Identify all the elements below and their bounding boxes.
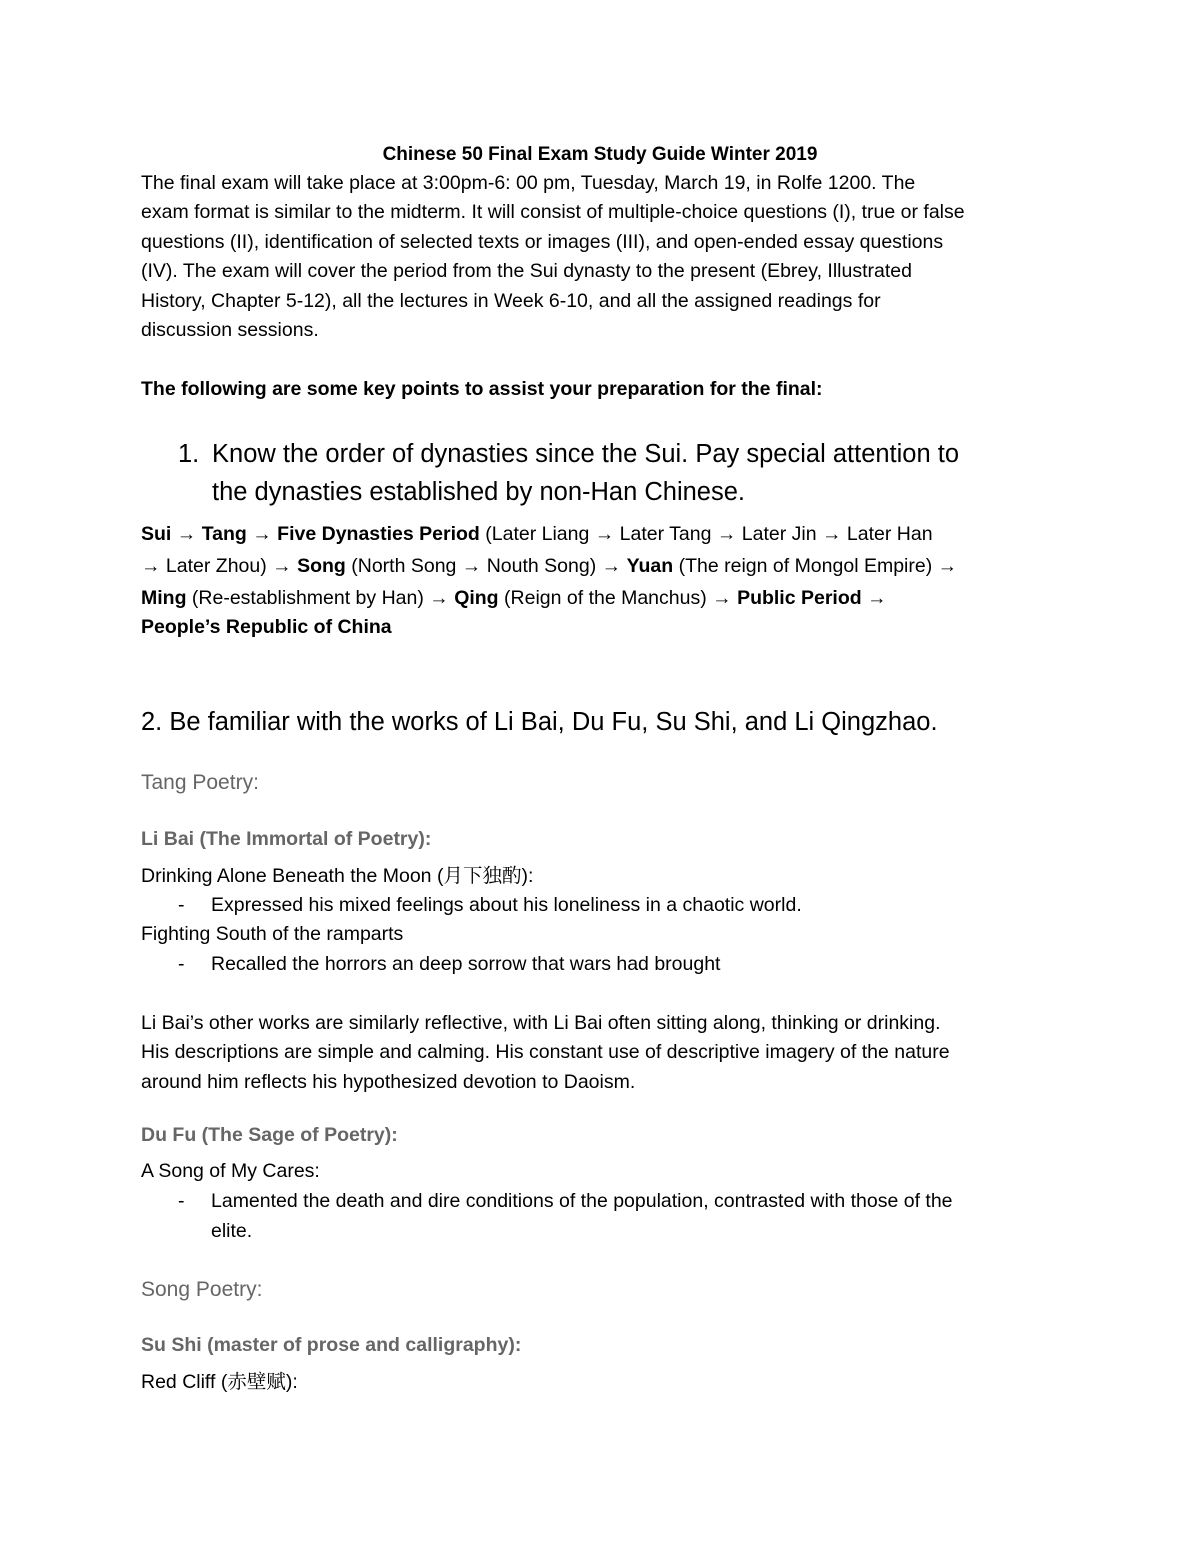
li-bai-summary-line: His descriptions are simple and calming. His constant use of descriptive imagery of the nature — [141, 1041, 950, 1063]
li-bai-heading: Li Bai (The Immortal of Poetry): — [141, 828, 432, 850]
dynasty-sequence-line2 — [141, 552, 957, 582]
arrow-icon: → — [252, 523, 272, 545]
ming-detail: (Re-establishment by Han) — [191, 587, 424, 609]
li-bai-work1 — [141, 861, 533, 892]
work-title-end: ): — [521, 865, 534, 887]
dynasty-public-period: Public Period — [737, 587, 862, 609]
point1-number: 1. — [178, 440, 200, 468]
arrow-icon: → — [272, 555, 292, 577]
arrow-icon: → — [937, 555, 958, 577]
bullet-dash: - — [178, 894, 185, 916]
su-shi-work1 — [141, 1367, 298, 1398]
five-dynasties-detail-end: → Later Zhou) — [141, 555, 267, 577]
intro-line: questions (II), identification of selected texts or images (III), and open-ended essay questions — [141, 231, 944, 253]
arrow-icon: → — [176, 523, 197, 545]
du-fu-work1: A Song of My Cares: — [141, 1160, 320, 1182]
du-fu-work1-note-line1: Lamented the death and dire conditions of the population, contrasted with those of the — [211, 1190, 953, 1212]
song-poetry-subheading: Song Poetry: — [141, 1278, 263, 1301]
page-title: Chinese 50 Final Exam Study Guide Winter 2019 — [382, 144, 818, 165]
intro-line: exam format is similar to the midterm. It will consist of multiple-choice questions (I), true or false — [141, 201, 965, 223]
dynasty-five-dynasties: Five Dynasties Period — [277, 523, 480, 545]
li-bai-summary-line: around him reflects his hypothesized devotion to Daoism. — [141, 1071, 636, 1093]
li-bai-summary-line: Li Bai’s other works are similarly reflective, with Li Bai often sitting along, thinking or drinking. — [141, 1012, 941, 1034]
li-bai-work2-note: Recalled the horrors an deep sorrow that wars had brought — [211, 953, 721, 975]
intro-line: discussion sessions. — [141, 319, 319, 341]
dynasty-sui: Sui — [141, 523, 172, 545]
dynasty-tang: Tang — [201, 523, 247, 545]
li-bai-work2: Fighting South of the ramparts — [141, 923, 404, 945]
work-title-chinese: 月下独酌 — [443, 864, 522, 887]
arrow-icon: → — [601, 555, 622, 577]
point1-heading-line2: the dynasties established by non-Han Chinese. — [212, 478, 745, 506]
work-title-chinese: 赤壁赋 — [227, 1370, 286, 1393]
dynasty-sequence-line1 — [141, 520, 933, 550]
work-title-end: ): — [285, 1371, 298, 1393]
arrow-icon: → — [429, 587, 449, 609]
dynasty-song: Song — [297, 555, 346, 577]
key-points-heading: The following are some key points to assist your preparation for the final: — [141, 378, 823, 400]
dynasty-yuan: Yuan — [626, 555, 674, 577]
dynasty-qing: Qing — [454, 587, 499, 609]
point2-heading: 2. Be familiar with the works of Li Bai, Du Fu, Su Shi, and Li Qingzhao. — [141, 708, 938, 736]
dynasty-sequence-line3 — [141, 584, 887, 614]
work-title: Drinking Alone Beneath the Moon ( — [141, 865, 444, 887]
intro-line: History, Chapter 5-12), all the lectures in Week 6-10, and all the assigned readings for — [141, 290, 881, 312]
intro-line: (IV). The exam will cover the period from the Sui dynasty to the present (Ebrey, Illustrated — [141, 260, 912, 282]
dynasty-prc: People’s Republic of China — [141, 616, 392, 638]
five-dynasties-detail: (Later Liang → Later Tang → Later Jin → Later Han — [485, 523, 933, 545]
su-shi-heading: Su Shi (master of prose and calligraphy): — [141, 1334, 522, 1356]
du-fu-heading: Du Fu (The Sage of Poetry): — [141, 1124, 398, 1146]
bullet-dash: - — [178, 953, 185, 975]
song-detail: (North Song → Nouth Song) — [351, 555, 597, 577]
dynasty-ming: Ming — [141, 587, 187, 609]
du-fu-work1-note-line2: elite. — [211, 1220, 253, 1242]
arrow-icon: → — [867, 587, 887, 609]
point1-heading-line1: Know the order of dynasties since the Sui. Pay special attention to — [212, 440, 960, 468]
bullet-dash: - — [178, 1190, 185, 1212]
li-bai-work1-note: Expressed his mixed feelings about his loneliness in a chaotic world. — [211, 894, 802, 916]
intro-line: The final exam will take place at 3:00pm-6: 00 pm, Tuesday, March 19, in Rolfe 1200. The — [141, 172, 916, 194]
arrow-icon: → — [712, 587, 732, 609]
qing-detail: (Reign of the Manchus) — [504, 587, 707, 609]
work-title: Red Cliff ( — [141, 1371, 228, 1393]
yuan-detail: (The reign of Mongol Empire) — [678, 555, 933, 577]
tang-poetry-subheading: Tang Poetry: — [141, 771, 259, 794]
